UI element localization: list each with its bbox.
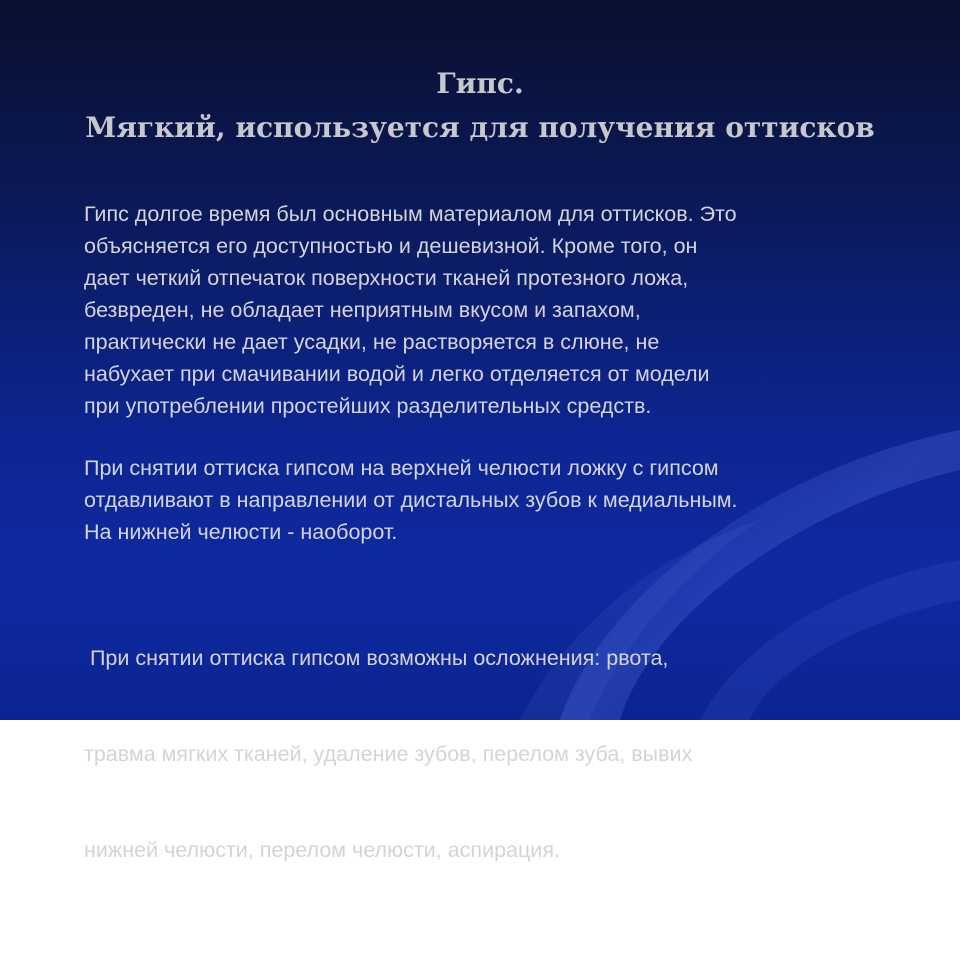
title-line-1: Гипс. [436, 67, 524, 100]
paragraph-2 [84, 452, 934, 548]
text-line: при употреблении простейших разделительных средств. [84, 394, 652, 418]
text-line: практически не дает усадки, не растворяется в слюне, не [84, 330, 660, 354]
text-line: нижней челюсти, перелом челюсти, аспирация. [84, 838, 560, 862]
text-line: При снятии оттиска гипсом на верхней челюсти ложку с гипсом [84, 456, 719, 480]
text-line: Гипс долгое время был основным материалом для оттисков. Это [84, 202, 737, 226]
paragraph-1 [84, 198, 934, 422]
text-line: травма мягких тканей, удаление зубов, перелом зуба, вывих [84, 742, 693, 766]
text-line: На нижней челюсти - наоборот. [84, 520, 398, 544]
slide-title [0, 62, 960, 150]
text-line: При снятии оттиска гипсом возможны осложнения: рвота, [84, 646, 669, 670]
text-line: безвреден, не обладает неприятным вкусом и запахом, [84, 298, 641, 322]
text-line: набухает при смачивании водой и легко отделяется от модели [84, 362, 710, 386]
slide-body [84, 198, 934, 960]
text-line: дает четкий отпечаток поверхности тканей протезного ложа, [84, 266, 689, 290]
paragraph-3 [84, 578, 934, 930]
text-line: отдавливают в направлении от дистальных зубов к медиальным. [84, 488, 738, 512]
text-line: объясняется его доступностью и дешевизной. Кроме того, он [84, 234, 698, 258]
title-line-2: Мягкий, используется для получения оттисков [85, 111, 875, 144]
